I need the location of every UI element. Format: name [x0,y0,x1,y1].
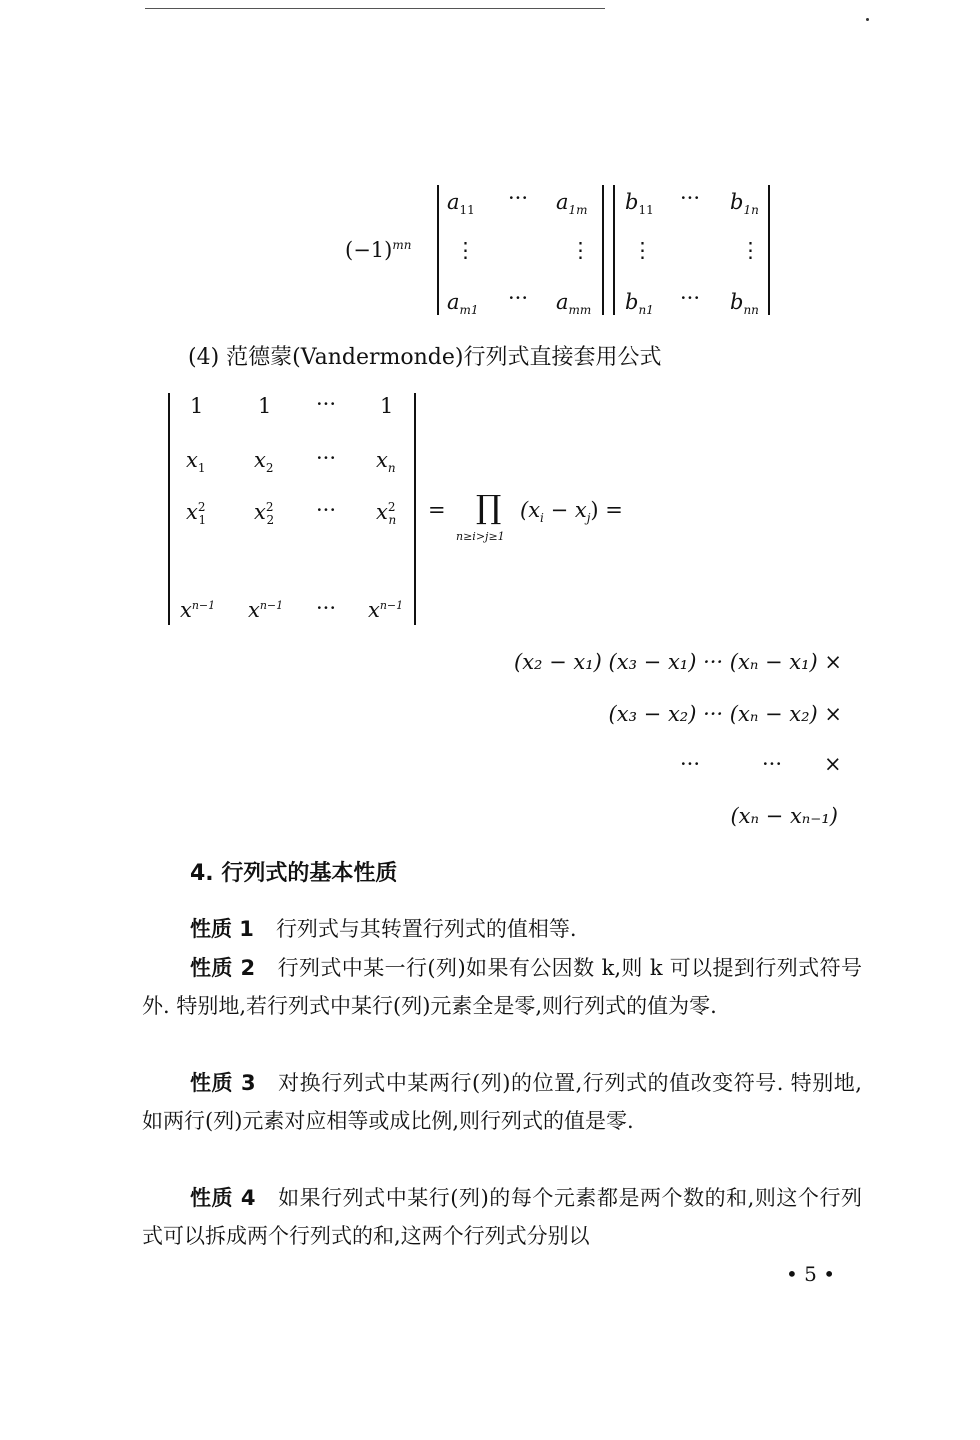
vdm-r5-dots: ··· [316,596,337,620]
entry-bn1: $b_{n1}$ [625,290,654,318]
expansion-line-2: (x₃ − x₂) ··· (xₙ − x₂) × [608,702,842,726]
vdm-r3-c2: $x^2_2$ [254,500,275,528]
expansion-line-3-dots-b: ··· [762,752,783,776]
property-2 [142,949,862,1025]
vandermonde-title: (4) 范德蒙(Vandermonde)行列式直接套用公式 [188,345,662,370]
page-number: • 5 • [786,1262,836,1286]
sign-factor: $(-1)^{mn}$ [345,238,412,262]
det-b-right-bar [768,185,770,315]
vdm-r3-c4: $x^2_n$ [376,500,397,528]
expansion-line-1: (x₂ − x₁) (x₃ − x₁) ··· (xₙ − x₁) × [514,650,842,674]
vdm-r2-c4: $x_n$ [376,448,396,476]
expansion-line-4: (xₙ − xₙ₋₁) [730,804,838,828]
vdm-r2-c1: $x_1$ [186,448,206,476]
property-4 [142,1179,862,1255]
entry-b1n: $b_{1n}$ [730,190,759,218]
expansion-line-3-dots-a: ··· [680,752,701,776]
vdm-r5-c4: $x^{n-1}$ [368,598,404,622]
det-a-right-bar [602,185,604,315]
vdm-equals: = [428,498,446,522]
vdm-r1-c2: 1 [258,394,272,418]
entry-am1: $a_{m1}$ [447,290,479,318]
entry-b11: $b_{11}$ [625,190,654,218]
entry-a1m: $a_{1m}$ [556,190,588,218]
hdots-b-bottom: ··· [680,286,701,310]
hdots-a-bottom: ··· [508,286,529,310]
property-3-label: 性质 3 [190,1071,256,1095]
entry-a11: $a_{11}$ [447,190,475,218]
vdm-right-bar [414,393,416,625]
property-1 [142,910,862,948]
vdm-r5-c2: $x^{n-1}$ [248,598,284,622]
det-b-left-bar [613,185,615,315]
vdm-r1-c1: 1 [190,394,204,418]
hdots-b-top: ··· [680,186,701,210]
property-2-text: 行列式中某一行(列)如果有公因数 k,则 k 可以提到行列式符号外. 特别地,若行列式中某行(列)元素全是零,则行列式的值为零. [142,956,862,1018]
product-range: n≥i>j≥1 [456,530,505,543]
vdots-a-right: ⋮ [570,238,591,262]
vdm-r1-c4: 1 [380,394,394,418]
vdm-left-bar [168,393,170,625]
property-3-text: 对换行列式中某两行(列)的位置,行列式的值改变符号. 特别地,如两行(列)元素对应相等或成比例,则行列式的值是零. [142,1071,862,1133]
vdm-r1-dots: ··· [316,392,337,416]
hdots-a-top: ··· [508,186,529,210]
vdm-r2-dots: ··· [316,446,337,470]
vdm-r3-dots: ··· [316,498,337,522]
product-symbol: ∏ [476,488,502,526]
property-1-text: 行列式与其转置行列式的值相等. [275,917,577,941]
corner-dot [866,18,869,21]
vdm-r5-c1: $x^{n-1}$ [180,598,216,622]
vdots-b-right: ⋮ [740,238,761,262]
property-1-label: 性质 1 [190,917,254,941]
section-heading: 4. 行列式的基本性质 [190,861,398,886]
entry-bnn: $b_{nn}$ [730,290,759,318]
property-3 [142,1064,862,1140]
property-2-label: 性质 2 [190,956,256,980]
product-term: $(x_i - x_j)$ = [520,498,623,526]
det-a-left-bar [437,185,439,315]
property-4-text: 如果行列式中某行(列)的每个元素都是两个数的和,则这个行列式可以拆成两个行列式的和,这两个行列式分别以 [142,1186,862,1248]
property-4-label: 性质 4 [190,1186,256,1210]
expansion-line-3-times: × [824,752,842,776]
top-rule [145,8,605,9]
vdm-r2-c2: $x_2$ [254,448,274,476]
vdm-r3-c1: $x^2_1$ [186,500,207,528]
vdots-b-left: ⋮ [632,238,653,262]
entry-amm: $a_{mm}$ [556,290,592,318]
vdots-a-left: ⋮ [455,238,476,262]
